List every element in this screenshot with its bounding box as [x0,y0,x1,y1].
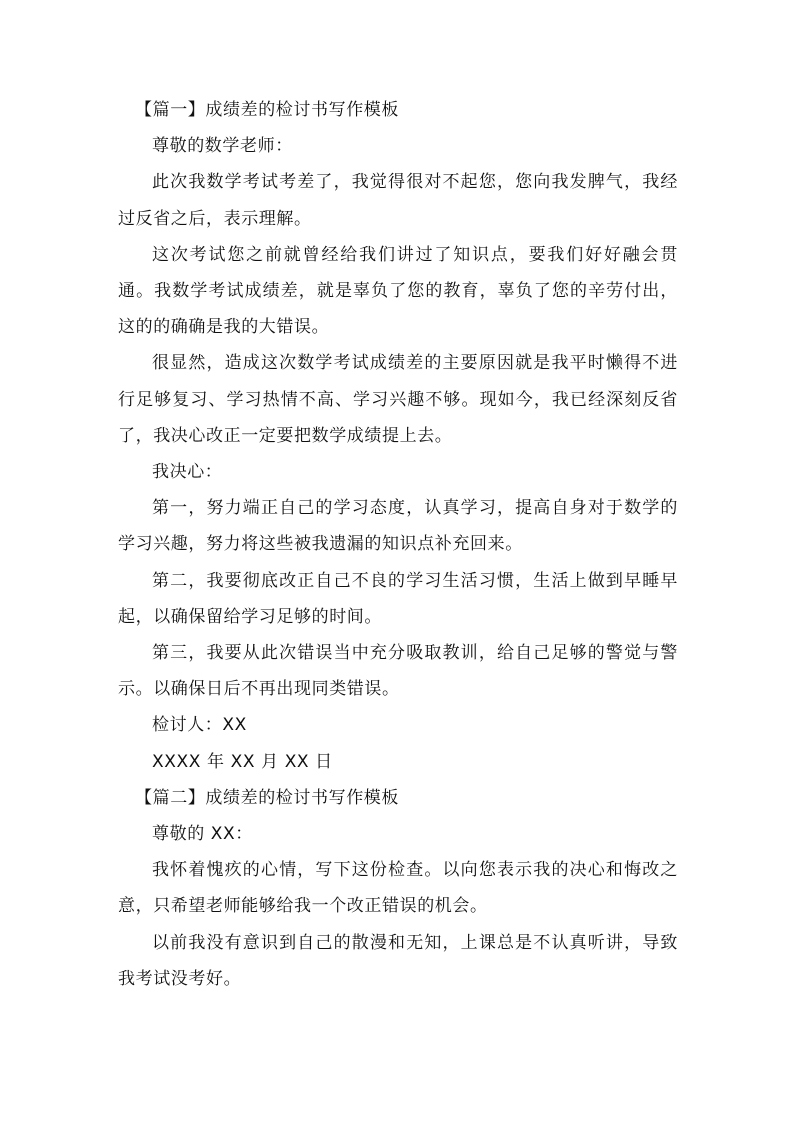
body-paragraph: 以前我没有意识到自己的散漫和无知，上课总是不认真听讲，导致我考试没考好。 [118,932,678,989]
salutation-2: 尊敬的 XX： [152,824,253,845]
body-paragraph: 我怀着愧疚的心情，写下这份检查。以向您表示我的决心和悔改之意，只希望老师能够给我一个改正错误的机会。 [118,860,678,917]
document-body [118,92,678,997]
date-line: XXXX 年 XX 月 XX 日 [152,751,333,772]
resolution-item-3: 第三，我要从此次错误当中充分吸取教训，给自己足够的警觉与警示。以确保日后不再出现同类错误。 [118,643,678,700]
resolution-intro: 我决心： [152,462,223,483]
body-paragraph: 此次我数学考试考差了，我觉得很对不起您，您向我发脾气，我经过反省之后，表示理解。 [118,172,678,229]
body-paragraph: 很显然，造成这次数学考试成绩差的主要原因就是我平时懒得不进行足够复习、学习热情不高、学习兴趣不够。现如今，我已经深刻反省了，我决心改正一定要把数学成绩提上去。 [118,353,678,446]
signature-line: 检讨人：XX [152,715,247,736]
section-heading-2: 【篇二】成绩差的检讨书写作模板 [135,787,399,808]
section-heading-1: 【篇一】成绩差的检讨书写作模板 [135,100,399,120]
salutation-1: 尊敬的数学老师： [152,136,293,157]
resolution-item-1: 第一，努力端正自己的学习态度，认真学习，提高自身对于数学的学习兴趣，努力将这些被我遗漏的知识点补充回来。 [118,498,678,555]
resolution-item-2: 第二，我要彻底改正自己不良的学习生活习惯，生活上做到早睡早起，以确保留给学习足够的时间。 [118,570,678,627]
body-paragraph: 这次考试您之前就曾经给我们讲过了知识点，要我们好好融会贯通。我数学考试成绩差，就是辜负了您的教育，辜负了您的辛劳付出，这的的确确是我的大错误。 [118,244,678,338]
